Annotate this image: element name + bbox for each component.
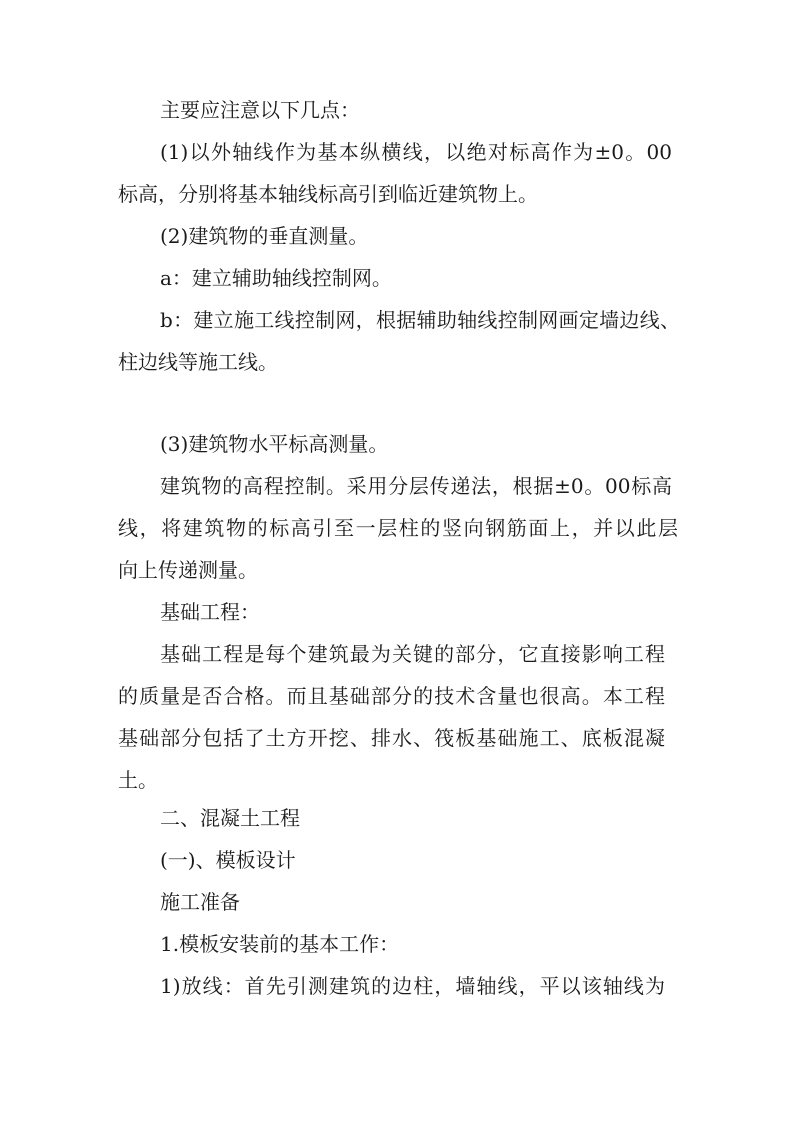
text-line-3: 标高，分别将基本轴线标高引到临近建筑物上。: [118, 182, 538, 206]
text-line-14: 的质量是否合格。而且基础部分的技术含量也很高。本工程: [118, 684, 665, 708]
text-line-7: 柱边线等施工线。: [118, 350, 278, 374]
text-line-17: 二、混凝土工程: [160, 806, 300, 830]
text-line-4: (2)建筑物的垂直测量。: [160, 224, 369, 248]
text-line-21: 1)放线：首先引测建筑的边柱，墙轴线，平以该轴线为: [160, 974, 665, 998]
text-line-6: b：建立施工线控制网，根据辅助轴线控制网画定墙边线、: [160, 308, 680, 332]
text-line-16: 土。: [118, 768, 158, 792]
text-line-8: (3)建筑物水平标高测量。: [160, 432, 389, 456]
text-line-9: 建筑物的高程控制。采用分层传递法，根据±0。00标高: [160, 474, 672, 498]
text-line-18: (一)、模板设计: [160, 848, 296, 872]
text-line-13: 基础工程是每个建筑最为关键的部分，它直接影响工程: [160, 642, 665, 666]
text-line-11: 向上传递测量。: [118, 558, 258, 582]
text-line-15: 基础部分包括了土方开挖、排水、筏板基础施工、底板混凝: [118, 726, 665, 750]
text-line-20: 1.模板安装前的基本工作：: [160, 932, 400, 956]
text-line-12: 基础工程：: [160, 600, 260, 624]
text-line-1: 主要应注意以下几点：: [160, 98, 360, 122]
text-line-2: (1)以外轴线作为基本纵横线，以绝对标高作为±0。00: [160, 140, 672, 164]
text-line-10: 线，将建筑物的标高引至一层柱的竖向钢筋面上，并以此层: [118, 516, 678, 540]
text-line-19: 施工准备: [160, 890, 240, 914]
text-line-5: a：建立辅助轴线控制网。: [160, 266, 392, 290]
